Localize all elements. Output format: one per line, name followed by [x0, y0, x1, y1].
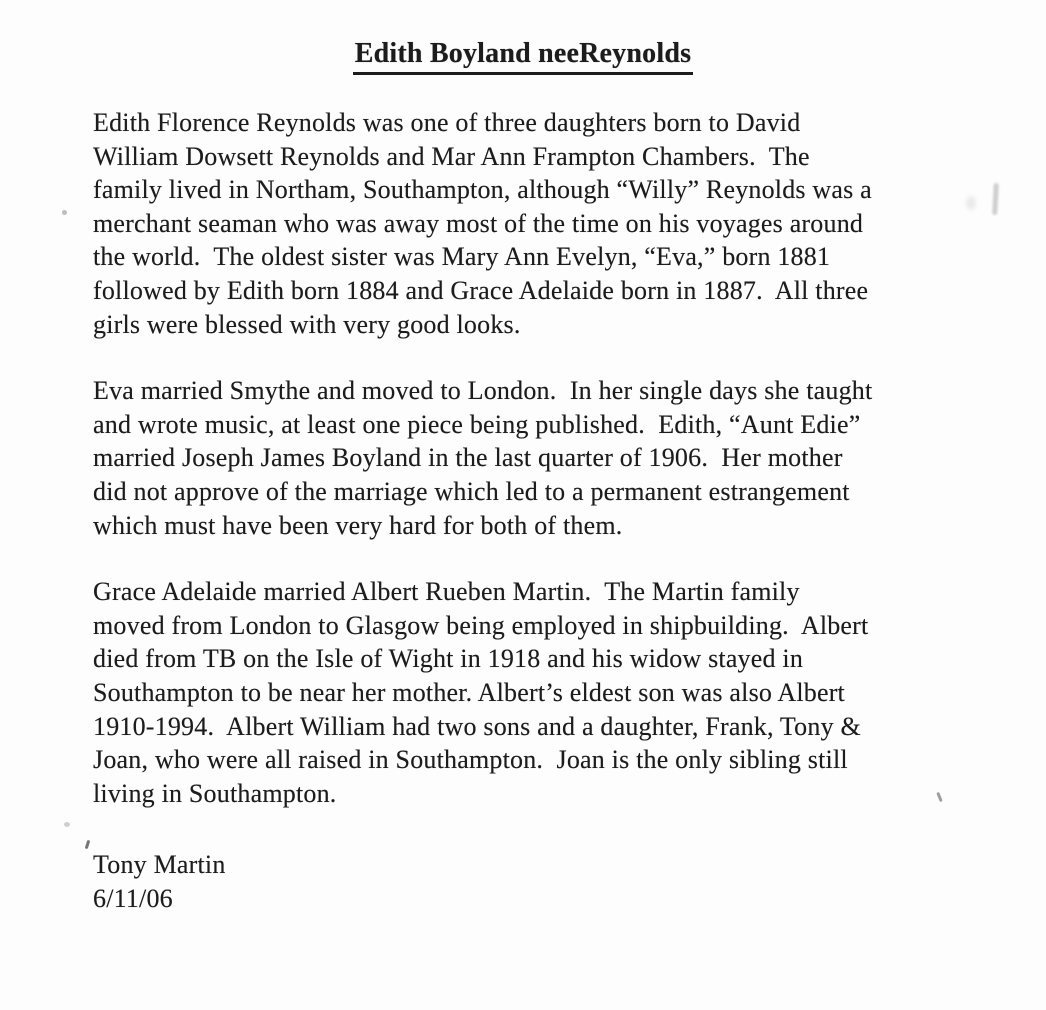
- text-line: girls were blessed with very good looks.: [93, 309, 521, 339]
- scan-artifact-speck: [64, 822, 70, 827]
- scan-artifact-smudge: [966, 196, 976, 210]
- text-line: moved from London to Glasgow being employed in shipbuilding. Albert: [93, 610, 869, 640]
- text-line: living in Southampton.: [93, 778, 337, 808]
- text-line: died from TB on the Isle of Wight in 1918 and his widow stayed in: [93, 644, 804, 674]
- text-line: merchant seaman who was away most of the time on his voyages around: [93, 208, 864, 238]
- text-line: and wrote music, at least one piece being published. Edith, “Aunt Edie”: [93, 409, 861, 439]
- text-line: Grace Adelaide married Albert Rueben Martin. The Martin family: [93, 577, 800, 607]
- signature-name: Tony Martin: [93, 850, 226, 880]
- document-title-text: Edith Boyland neeReynolds: [353, 38, 693, 75]
- signature-block: [93, 848, 998, 915]
- text-line: family lived in Northam, Southampton, although “Willy” Reynolds was a: [93, 175, 872, 205]
- text-line: did not approve of the marriage which led to a permanent estrangement: [93, 476, 850, 506]
- text-line: William Dowsett Reynolds and Mar Ann Frampton Chambers. The: [93, 141, 810, 171]
- scan-artifact-speck: [62, 210, 67, 215]
- text-line: which must have been very hard for both of them.: [93, 510, 623, 540]
- signature-date: 6/11/06: [93, 883, 173, 913]
- text-line: followed by Edith born 1884 and Grace Adelaide born in 1887. All three: [93, 275, 869, 305]
- paragraph-2: [93, 374, 998, 542]
- document-body: [93, 106, 998, 915]
- paragraph-1: [93, 106, 998, 341]
- paragraph-3: [93, 575, 998, 810]
- document-title: [0, 38, 1046, 75]
- text-line: Southampton to be near her mother. Albert’s eldest son was also Albert: [93, 677, 845, 707]
- text-line: married Joseph James Boyland in the last quarter of 1906. Her mother: [93, 443, 843, 473]
- text-line: 1910-1994. Albert William had two sons and a daughter, Frank, Tony &: [93, 711, 861, 741]
- scan-artifact-mark: [85, 840, 91, 849]
- text-line: Joan, who were all raised in Southampton. Joan is the only sibling still: [93, 745, 848, 775]
- text-line: Eva married Smythe and moved to London. In her single days she taught: [93, 376, 873, 406]
- text-line: Edith Florence Reynolds was one of three daughters born to David: [93, 108, 801, 137]
- text-line: the world. The oldest sister was Mary Ann Evelyn, “Eva,” born 1881: [93, 242, 831, 272]
